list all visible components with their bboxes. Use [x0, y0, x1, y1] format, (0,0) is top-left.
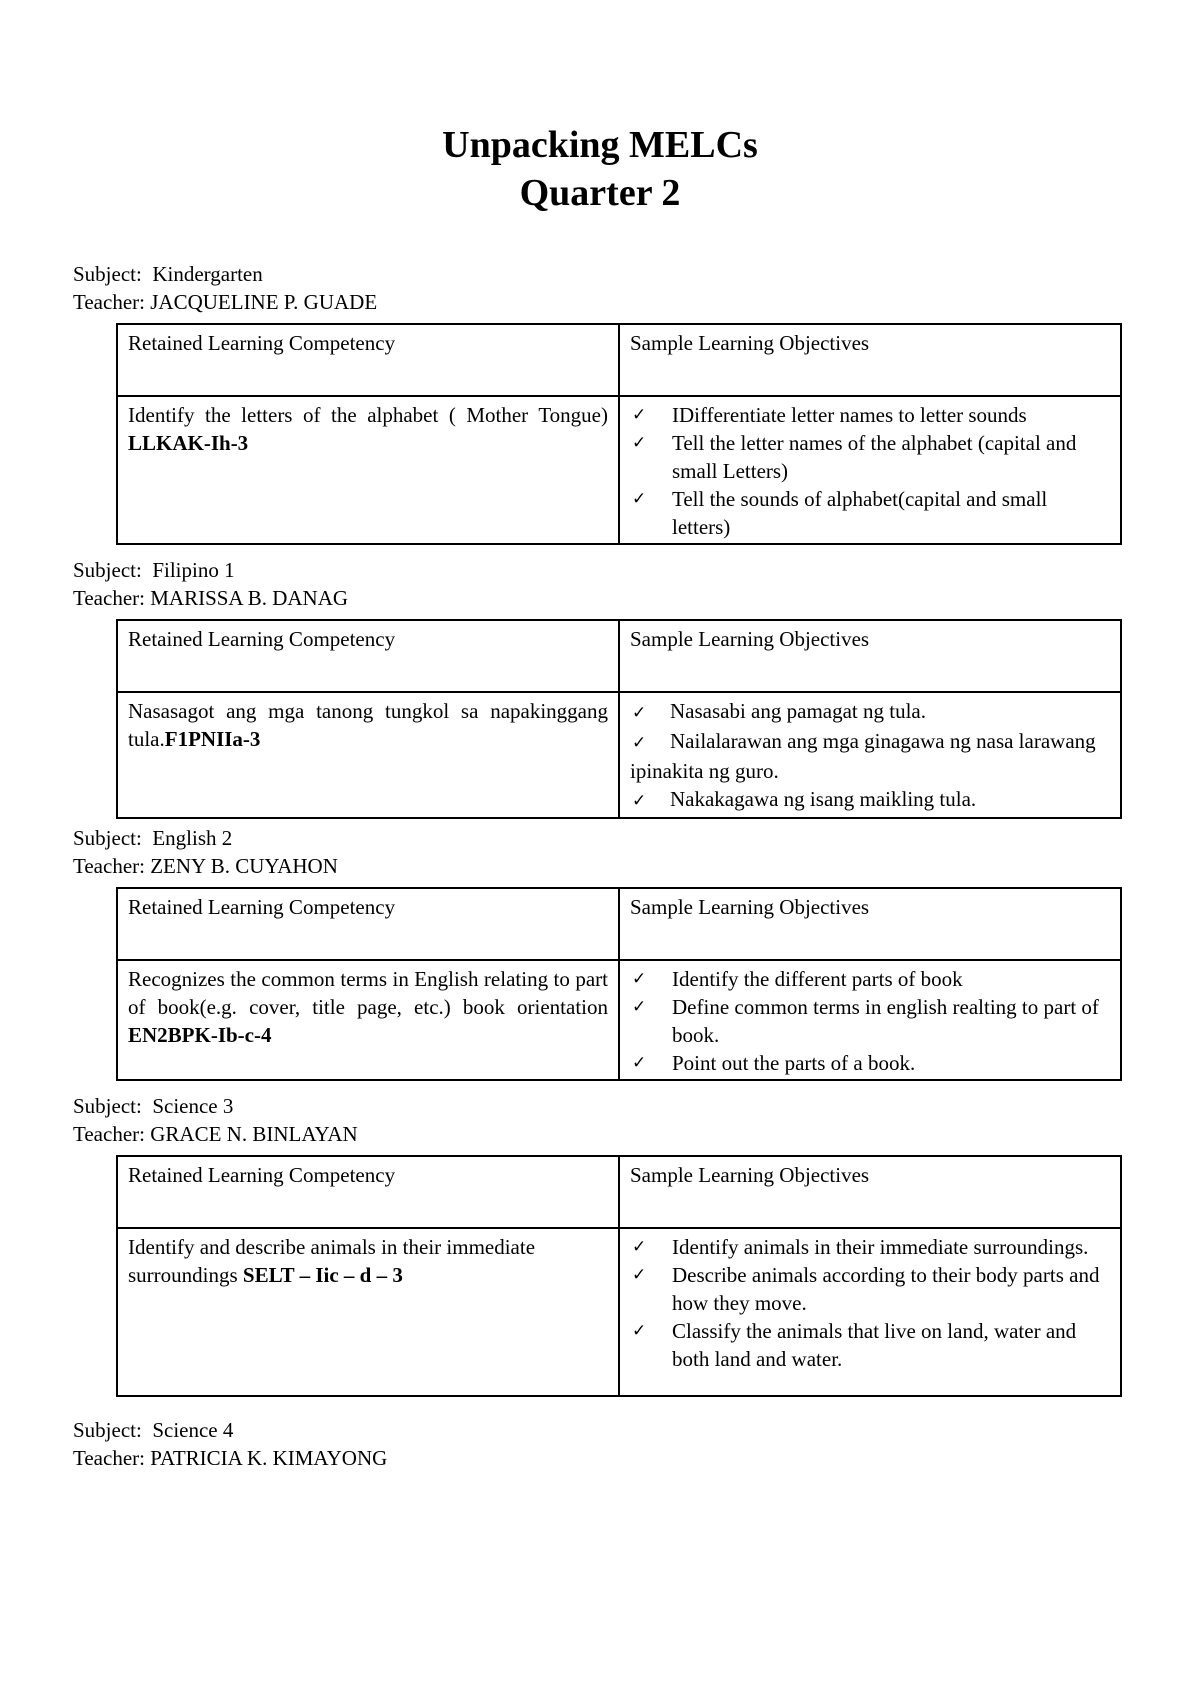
- column-header-competency: Retained Learning Competency: [117, 888, 619, 960]
- subject-line: [73, 260, 1123, 288]
- subject-label: Subject:: [73, 1418, 142, 1442]
- check-icon: ✓: [632, 433, 647, 453]
- competency-code: F1PNIIa-3: [164, 727, 261, 751]
- subject-line: [73, 1416, 1123, 1444]
- objective-text: Describe animals according to their body parts and how they move.: [672, 1263, 1100, 1315]
- section-science-3: [73, 1092, 1123, 1397]
- competency-text: Recognizes the common terms in English relating to part of book(e.g. cover, title page, etc.) book orientation: [128, 967, 608, 1019]
- competency-code: EN2BPK-Ib-c-4: [128, 1023, 272, 1047]
- list-item: [630, 401, 1110, 429]
- list-item: [630, 727, 1110, 785]
- objective-text: Nasasabi ang pamagat ng tula.: [670, 699, 926, 723]
- melc-table: [116, 323, 1122, 545]
- column-header-objectives: Sample Learning Objectives: [619, 620, 1121, 692]
- table-row: [117, 692, 1121, 818]
- list-item: [630, 1261, 1110, 1317]
- competency-code: SELT – Iic – d – 3: [242, 1263, 403, 1287]
- competency-cell: [117, 960, 619, 1080]
- column-header-objectives: Sample Learning Objectives: [619, 324, 1121, 396]
- check-icon: ✓: [632, 1321, 647, 1341]
- objectives-cell: [619, 692, 1121, 818]
- check-icon: ✓: [632, 703, 647, 723]
- objective-text: Identify animals in their immediate surroundings.: [672, 1235, 1089, 1259]
- teacher-label: Teacher:: [73, 586, 145, 610]
- teacher-line: [73, 288, 1123, 316]
- objective-text: Tell the sounds of alphabet(capital and small letters): [672, 487, 1048, 539]
- subject-line: [73, 824, 1123, 852]
- table-row: [117, 1228, 1121, 1396]
- objective-text: Nakakagawa ng isang maikling tula.: [670, 787, 977, 811]
- list-item: [630, 1049, 1110, 1077]
- section-english: [73, 824, 1123, 1081]
- teacher-line: [73, 1120, 1123, 1148]
- teacher-value: GRACE N. BINLAYAN: [150, 1122, 358, 1146]
- column-header-objectives: Sample Learning Objectives: [619, 1156, 1121, 1228]
- check-icon: ✓: [632, 997, 647, 1017]
- competency-text: Identify the letters of the alphabet ( Mother Tongue): [128, 403, 608, 427]
- check-icon: ✓: [632, 733, 647, 753]
- list-item: [630, 697, 1110, 727]
- list-item: [630, 993, 1110, 1049]
- competency-cell: [117, 692, 619, 818]
- competency-cell: [117, 1228, 619, 1396]
- competency-text: Nasasagot ang mga tanong tungkol sa napakinggang tula.: [128, 699, 608, 751]
- competency-code: LLKAK-Ih-3: [128, 431, 249, 455]
- column-header-competency: Retained Learning Competency: [117, 1156, 619, 1228]
- teacher-line: [73, 852, 1123, 880]
- section-filipino: [73, 556, 1123, 819]
- table-header-row: [117, 620, 1121, 692]
- teacher-value: JACQUELINE P. GUADE: [150, 290, 378, 314]
- subject-line: [73, 1092, 1123, 1120]
- competency-text: Identify and describe animals in their immediate surroundings: [128, 1235, 536, 1287]
- list-item: [630, 1233, 1110, 1261]
- objectives-cell: [619, 960, 1121, 1080]
- subject-label: Subject:: [73, 262, 142, 286]
- column-header-competency: Retained Learning Competency: [117, 620, 619, 692]
- objective-text: Classify the animals that live on land, water and both land and water.: [672, 1319, 1077, 1371]
- check-icon: ✓: [632, 969, 647, 989]
- teacher-value: PATRICIA K. KIMAYONG: [150, 1446, 388, 1470]
- check-icon: ✓: [632, 791, 647, 811]
- list-item: [630, 785, 1110, 815]
- objective-text: IDifferentiate letter names to letter sounds: [672, 403, 1027, 427]
- subject-value: English 2: [152, 826, 233, 850]
- objective-text: Point out the parts of a book.: [672, 1051, 916, 1075]
- table-header-row: [117, 888, 1121, 960]
- melc-table: [116, 1155, 1122, 1397]
- objectives-cell: [619, 396, 1121, 544]
- check-icon: ✓: [632, 1265, 647, 1285]
- check-icon: ✓: [632, 489, 647, 509]
- teacher-line: [73, 1444, 1123, 1472]
- subject-value: Science 3: [152, 1094, 234, 1118]
- check-icon: ✓: [632, 1053, 647, 1073]
- subject-value: Kindergarten: [152, 262, 263, 286]
- teacher-label: Teacher:: [73, 1122, 145, 1146]
- section-science-4: [73, 1416, 1123, 1472]
- table-row: [117, 396, 1121, 544]
- competency-cell: [117, 396, 619, 544]
- table-row: [117, 960, 1121, 1080]
- objective-text: Nailalarawan ang mga ginagawa ng nasa larawang ipinakita ng guro.: [630, 729, 1096, 783]
- objective-text: Tell the letter names of the alphabet (capital and small Letters): [672, 431, 1077, 483]
- subject-label: Subject:: [73, 1094, 142, 1118]
- subject-label: Subject:: [73, 826, 142, 850]
- subject-value: Science 4: [152, 1418, 234, 1442]
- subject-line: [73, 556, 1123, 584]
- melc-table: [116, 887, 1122, 1081]
- melc-table: [116, 619, 1122, 819]
- column-header-objectives: Sample Learning Objectives: [619, 888, 1121, 960]
- teacher-value: ZENY B. CUYAHON: [150, 854, 338, 878]
- list-item: [630, 429, 1110, 485]
- table-header-row: [117, 1156, 1121, 1228]
- objective-text: Define common terms in english realting to part of book.: [672, 995, 1099, 1047]
- check-icon: ✓: [632, 405, 647, 425]
- list-item: [630, 485, 1110, 541]
- page-title: Unpacking MELCs: [442, 124, 758, 166]
- subject-label: Subject:: [73, 558, 142, 582]
- teacher-label: Teacher:: [73, 1446, 145, 1470]
- subject-value: Filipino 1: [152, 558, 235, 582]
- teacher-value: MARISSA B. DANAG: [150, 586, 349, 610]
- objectives-cell: [619, 1228, 1121, 1396]
- check-icon: ✓: [632, 1237, 647, 1257]
- section-kindergarten: [73, 260, 1123, 545]
- list-item: [630, 1317, 1110, 1373]
- table-header-row: [117, 324, 1121, 396]
- objective-text: Identify the different parts of book: [672, 967, 963, 991]
- teacher-label: Teacher:: [73, 290, 145, 314]
- teacher-line: [73, 584, 1123, 612]
- list-item: [630, 965, 1110, 993]
- column-header-competency: Retained Learning Competency: [117, 324, 619, 396]
- page-subtitle: Quarter 2: [519, 172, 681, 214]
- teacher-label: Teacher:: [73, 854, 145, 878]
